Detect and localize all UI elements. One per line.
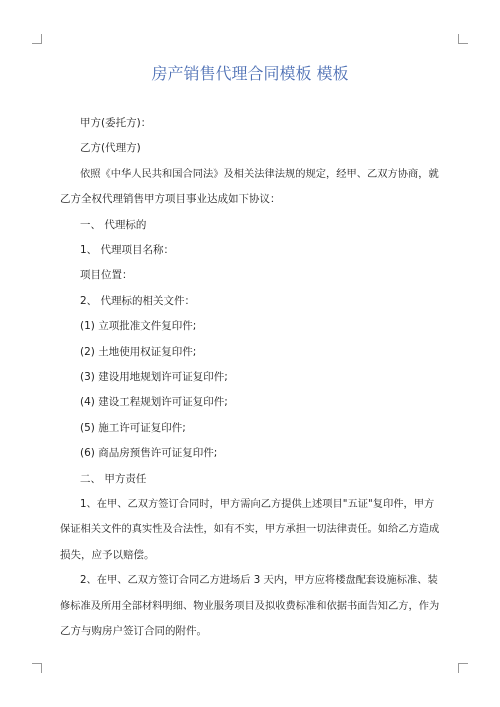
corner-mark-top-right: [458, 34, 468, 44]
party-a-line: 甲方(委托方)：: [80, 117, 152, 129]
corner-mark-bottom-left: [32, 663, 42, 673]
document-list-item: (5) 施工许可证复印件;: [80, 422, 186, 434]
section-1-heading: 一、 代理标的: [80, 219, 147, 231]
clause-1-line-1: 1、在甲、乙双方签订合同时，甲方需向乙方提供上述项目"五证"复印件，甲方: [80, 498, 435, 510]
document-title: 房产销售代理合同模板 模板: [151, 64, 349, 83]
item-related-documents: 2、 代理标的相关文件：: [80, 295, 196, 307]
document-list-item: (1) 立项批准文件复印件;: [80, 320, 197, 332]
document-list-item: (4) 建设工程规划许可证复印件;: [80, 396, 228, 408]
clause-2-line-2: 修标准及所用全部材料明细、物业服务项目及拟收费标准和依据书面告知乙方，作为: [60, 600, 440, 612]
item-project-location: 项目位置：: [80, 269, 133, 281]
section-2-heading: 二、 甲方责任: [80, 473, 147, 485]
clause-2-line-3: 乙方与购房户签订合同的附件。: [60, 625, 207, 637]
clause-1-line-2: 保证相关文件的真实性及合法性，如有不实，甲方承担一切法律责任。如给乙方造成: [60, 523, 440, 535]
clause-2-line-1: 2、在甲、乙双方签订合同乙方进场后 3 天内，甲方应将楼盘配套设施标准、装: [80, 574, 438, 586]
document-list-item: (2) 土地使用权证复印件;: [80, 346, 197, 358]
party-b-line: 乙方(代理方): [80, 142, 141, 154]
corner-mark-top-left: [32, 34, 42, 44]
corner-mark-bottom-right: [458, 663, 468, 673]
clause-1-line-3: 损失，应予以赔偿。: [60, 549, 155, 561]
document-list-item: (6) 商品房预售许可证复印件;: [80, 447, 218, 459]
item-project-name: 1、 代理项目名称：: [80, 244, 175, 256]
preamble-line-1: 依照《中华人民共和国合同法》及相关法律法规的规定，经甲、乙双方协商，就: [80, 168, 439, 180]
document-list-item: (3) 建设用地规划许可证复印件;: [80, 371, 228, 383]
preamble-line-2: 乙方全权代理销售甲方项目事业达成如下协议：: [60, 193, 281, 205]
